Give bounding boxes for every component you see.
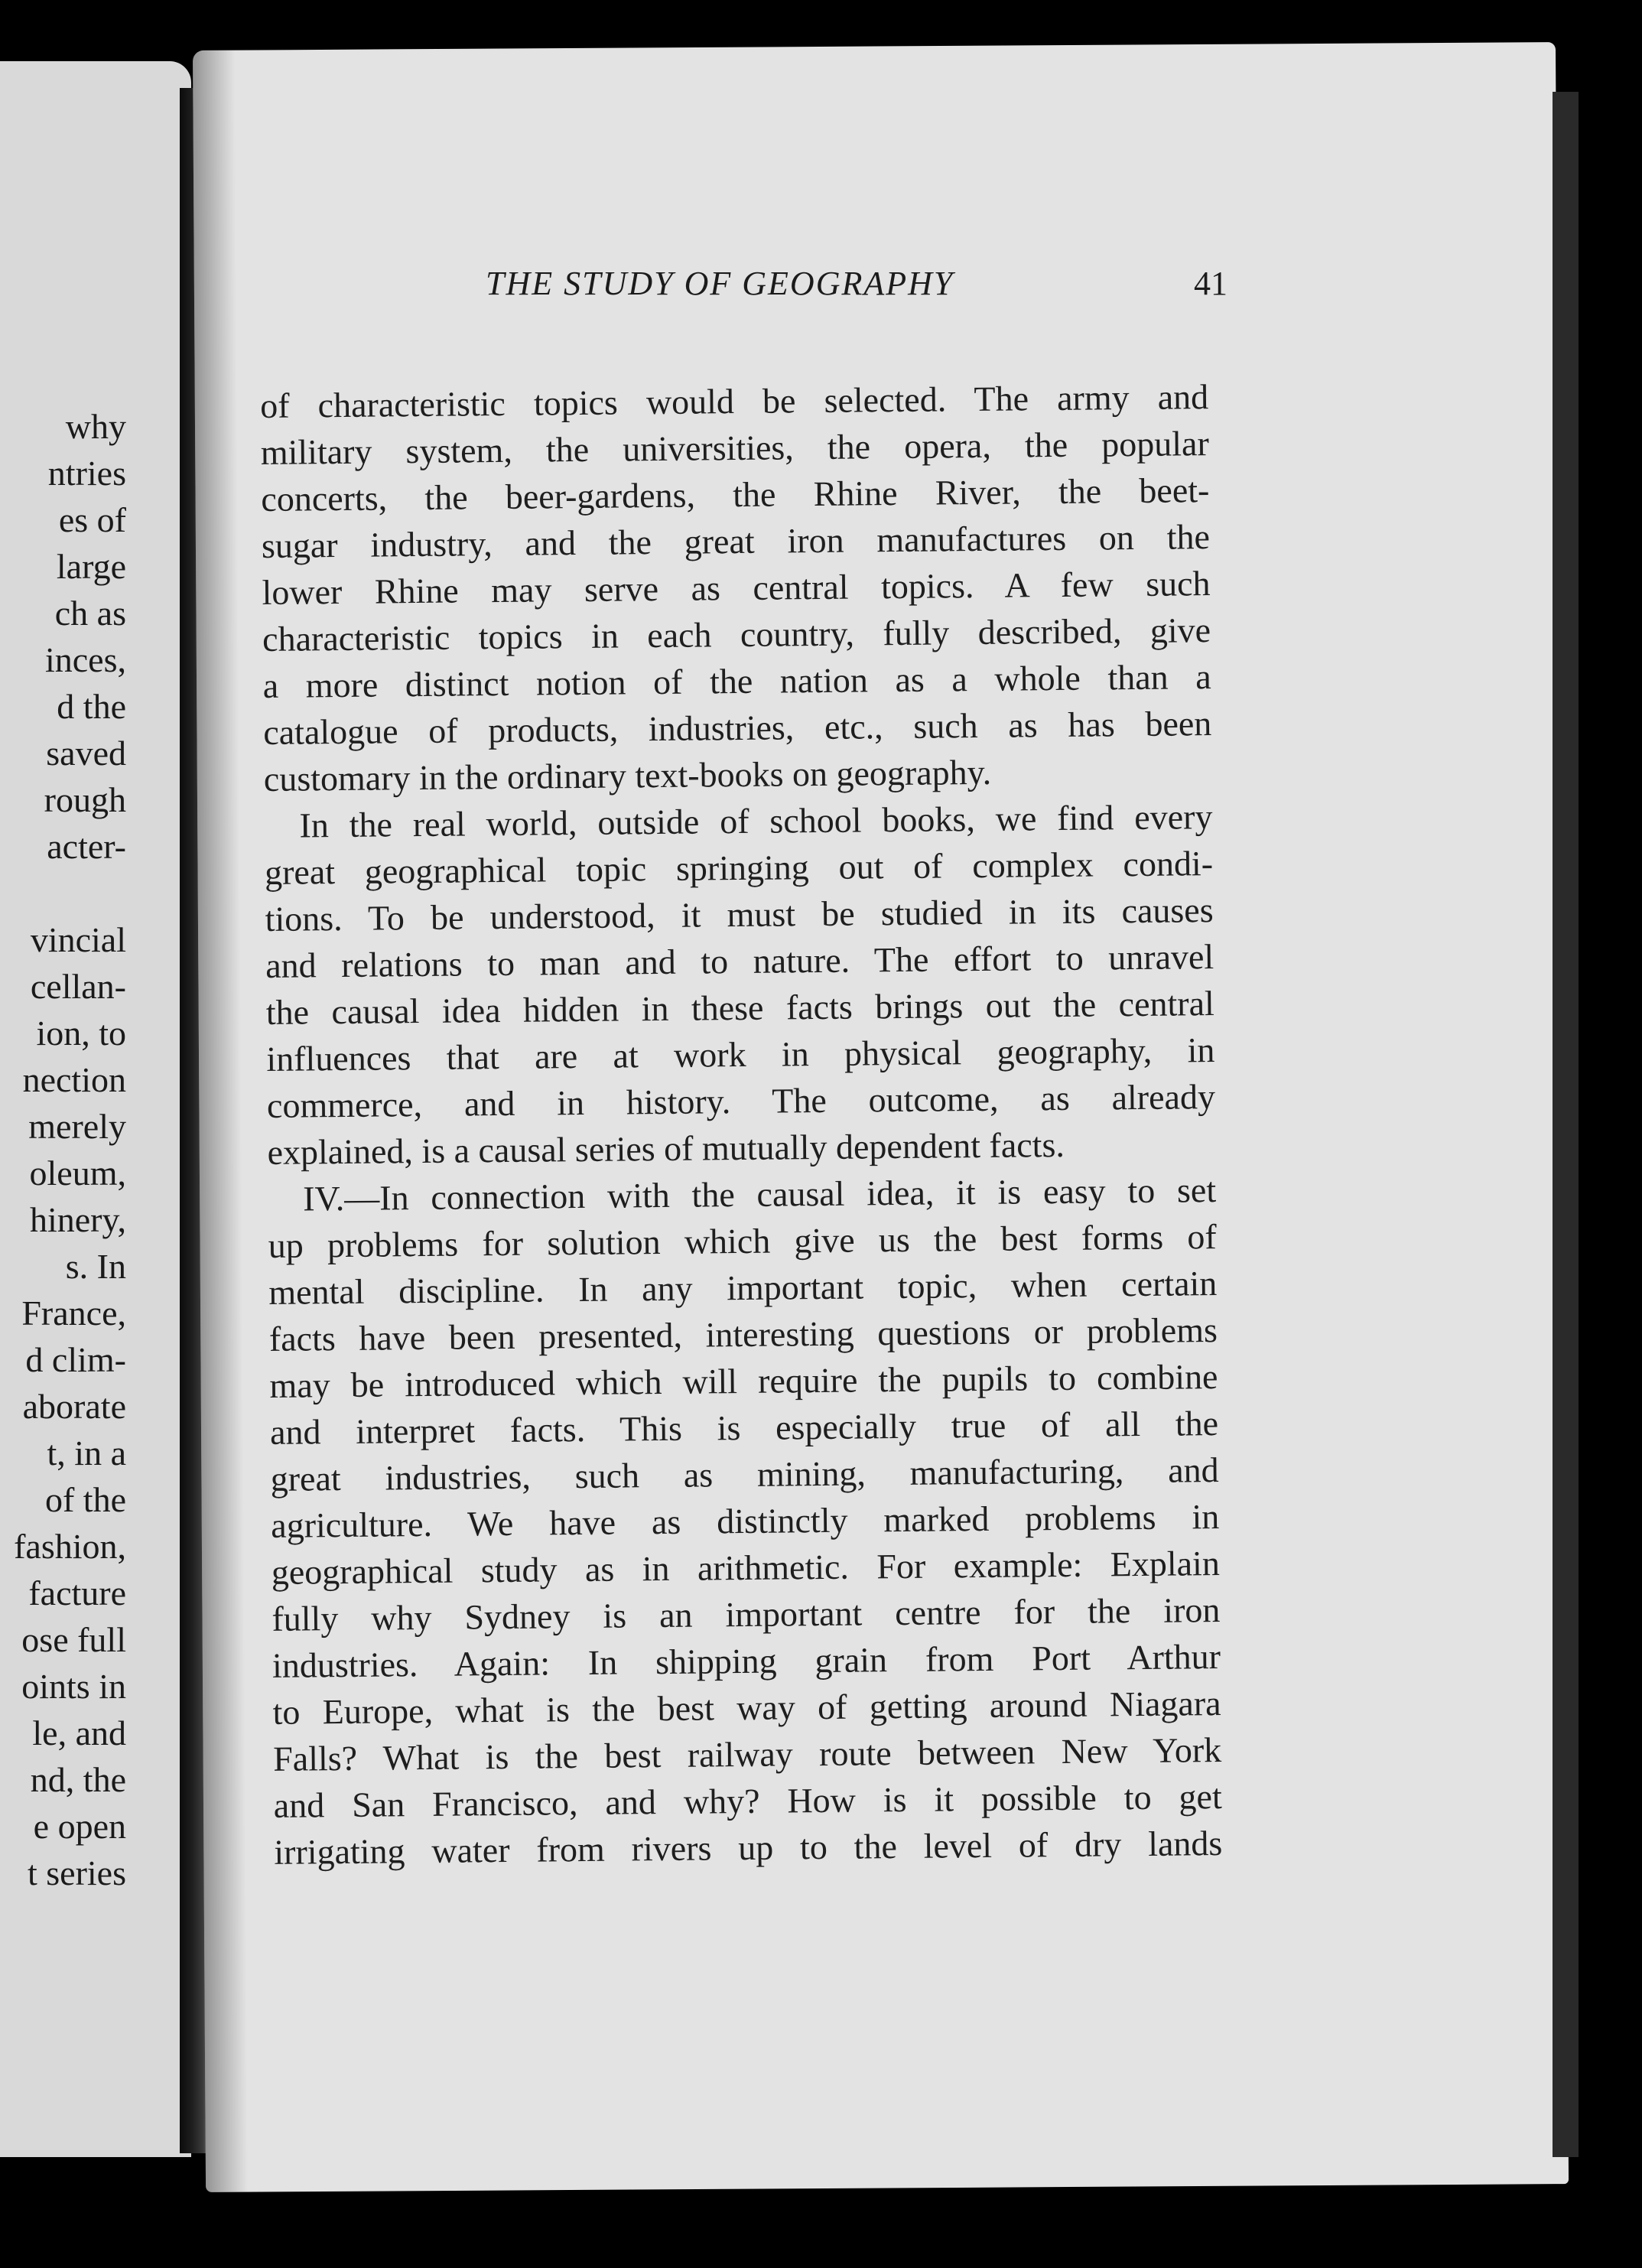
left-page-line: t, in a	[47, 1433, 126, 1472]
text-line: up problems for solution which give us the best forms of	[268, 1217, 1217, 1265]
left-page-line: ntries	[47, 454, 126, 493]
left-page-line: fashion,	[14, 1527, 126, 1566]
left-page-line: ion, to	[36, 1014, 126, 1053]
text-line: mental discipline. In any important topic, when certain	[268, 1264, 1218, 1312]
text-line: In the real world, outside of school books, we find every	[299, 797, 1213, 845]
left-page-line: d the	[57, 687, 126, 726]
left-page-line: t series	[27, 1853, 126, 1892]
text-line: lower Rhine may serve as central topics. A few such	[262, 564, 1211, 612]
text-line: tions. To be understood, it must be studied in its causes	[265, 890, 1214, 939]
text-line: great geographical topic springing out of complex condi-	[264, 844, 1214, 892]
left-page-line: acter-	[47, 827, 126, 866]
left-page-line: facture	[28, 1573, 126, 1612]
text-line: of characteristic topics would be selected. The army and	[259, 377, 1209, 425]
text-line: customary in the ordinary text-books on geography.	[263, 752, 992, 799]
text-line: industries. Again: In shipping grain from Port Arthur	[271, 1637, 1221, 1685]
left-page-line: nection	[22, 1060, 126, 1099]
left-page-line: large	[56, 547, 126, 586]
text-line: the causal idea hidden in these facts brings out the central	[265, 984, 1215, 1032]
running-title: THE STUDY OF GEOGRAPHY	[486, 265, 954, 302]
left-page-line: e open	[33, 1807, 126, 1846]
text-line: explained, is a causal series of mutually dependent facts.	[267, 1124, 1065, 1172]
left-page-line: cellan-	[30, 967, 126, 1006]
text-line: and relations to man and to nature. The effort to unravel	[265, 937, 1214, 985]
left-page-line: oleum,	[29, 1154, 126, 1193]
left-page	[0, 61, 191, 2157]
text-line: and San Francisco, and why? How is it possible to get	[273, 1777, 1222, 1825]
page-edge	[1553, 92, 1579, 2157]
text-line: commerce, and in history. The outcome, as already	[266, 1077, 1216, 1125]
page-number: 41	[1194, 265, 1227, 302]
text-line: characteristic topics in each country, fully described, give	[262, 610, 1211, 659]
text-line: great industries, such as mining, manufacturing, and	[270, 1450, 1219, 1498]
text-line: Falls? What is the best railway route between New York	[272, 1730, 1222, 1778]
text-line: IV.—In connection with the causal idea, it is easy to set	[302, 1170, 1217, 1219]
text-line: and interpret facts. This is especially true of all the	[269, 1404, 1219, 1452]
left-page-line: why	[65, 407, 126, 446]
text-line: facts have been presented, interesting questions or problems	[268, 1310, 1218, 1359]
text-line: sugar industry, and the great iron manufactures on the	[261, 517, 1211, 565]
text-line: military system, the universities, the opera, the popular	[260, 424, 1209, 472]
text-line: may be introduced which will require the pupils to combine	[269, 1357, 1218, 1405]
left-page-line: ch as	[54, 594, 126, 633]
text-line: geographical study as in arithmetic. For example: Explain	[271, 1544, 1221, 1592]
left-page-line: merely	[28, 1107, 126, 1146]
left-page-line: nd, the	[30, 1760, 126, 1799]
body-text	[260, 379, 1270, 1957]
left-page-line: saved	[46, 734, 126, 773]
left-page-line: le, and	[32, 1713, 126, 1752]
text-line: irrigating water from rivers up to the level of dry lands	[274, 1824, 1223, 1872]
text-line: agriculture. We have as distinctly marked problems in	[271, 1497, 1220, 1545]
left-page-line: of the	[44, 1480, 126, 1519]
text-line: a more distinct notion of the nation as a whole than a	[262, 657, 1211, 705]
left-page-line: France,	[21, 1293, 126, 1332]
text-line: influences that are at work in physical geography, in	[266, 1030, 1215, 1079]
text-line: catalogue of products, industries, etc., such as has been	[263, 704, 1212, 752]
left-page-line: vincial	[30, 920, 126, 959]
left-page-line: inces,	[44, 640, 126, 679]
left-page-line: d clim-	[25, 1340, 126, 1379]
running-head	[294, 264, 1227, 310]
left-page-line: es of	[58, 500, 126, 539]
left-page-line: oints in	[21, 1667, 126, 1706]
left-page-line: rough	[44, 780, 126, 819]
left-page-line: s. In	[65, 1247, 126, 1286]
left-page-line: ose full	[21, 1620, 126, 1659]
left-page-line: hinery,	[29, 1200, 126, 1239]
left-page-line: aborate	[22, 1387, 126, 1426]
text-line: to Europe, what is the best way of getting around Niagara	[272, 1684, 1221, 1732]
text-line: fully why Sydney is an important centre for the iron	[271, 1590, 1221, 1638]
text-line: concerts, the beer-gardens, the Rhine River, the beet-	[261, 470, 1210, 519]
